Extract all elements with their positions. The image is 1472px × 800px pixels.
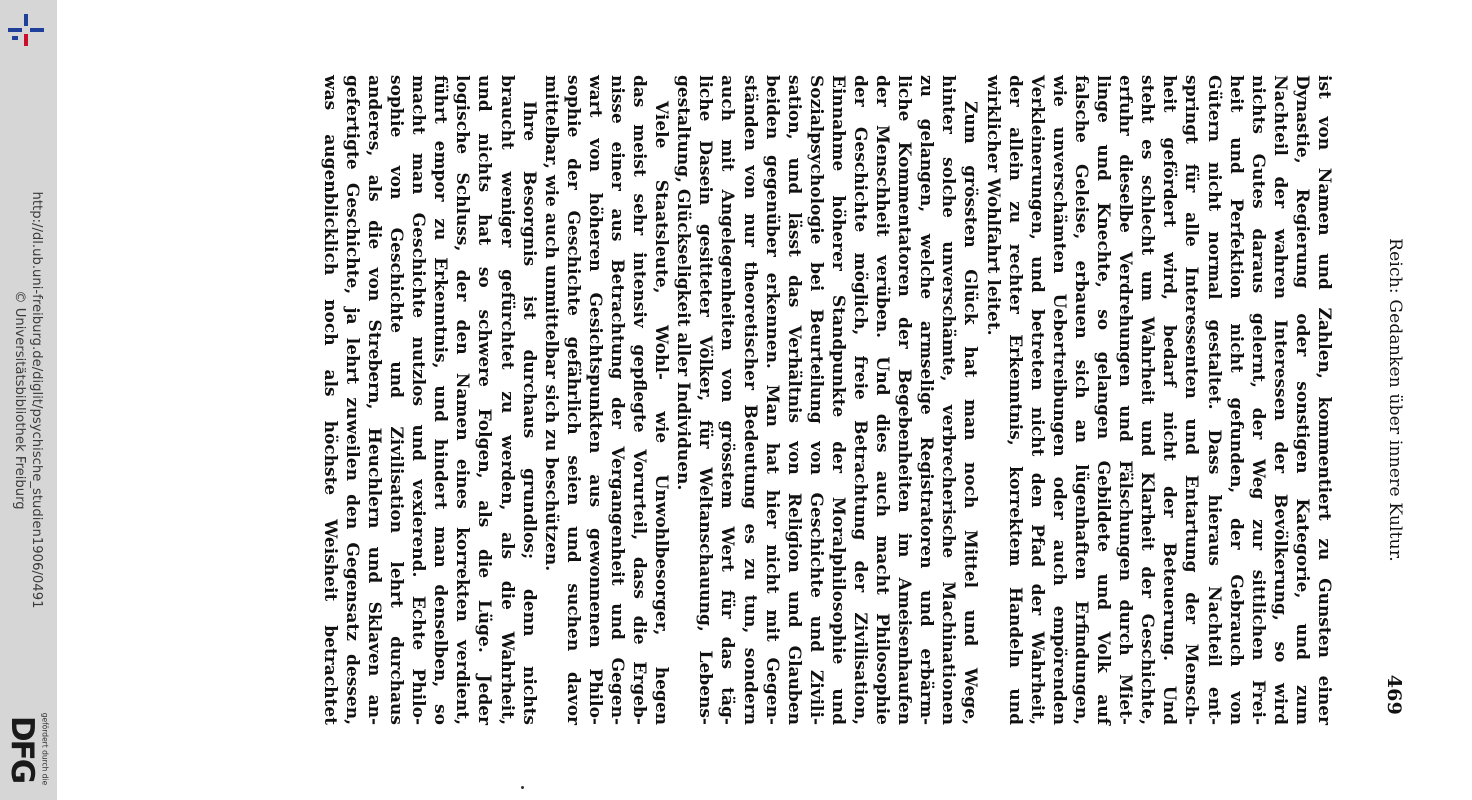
text-line: erfuhr dieselbe Verdrehungen und Fälschungen durch Miet- (1115, 75, 1136, 725)
text-line: heit gefördert wird, bedarf nicht der Beteuerung. Und (1159, 75, 1180, 725)
text-line: gefertigte Geschichte, ja lehrt zuweilen den Gegensatz dessen, (341, 75, 362, 725)
text-line: liche Kommentatoren der Begebenheiten im Ameisenhaufen (894, 75, 915, 725)
text-line: Ihre Besorgnis ist durchaus grundlos; denn nichts (518, 101, 539, 725)
text-line: Dynastie, Regierung oder sonstigen Kategorie, und zum (1291, 75, 1312, 725)
text-line: falsche Geleise, erbauen sich an lügenhaften Erfindungen, (1070, 75, 1091, 725)
text-line: Gütern nicht normal gestaltet. Dass hieraus Nachteil ent- (1203, 75, 1224, 725)
text-line: hinter solche unverschämte, verbrecherische Machinationen (938, 75, 959, 725)
text-line: der Menschheit verüben. Und dies auch macht Philosophie (872, 75, 893, 725)
text-line: nichts Gutes daraus gelernt, der Weg zur sittlichen Frei- (1247, 75, 1268, 725)
page-number: 469 (1383, 674, 1405, 715)
text-line: führt empor zu Erkenntnis, und hindert man denselben, so (430, 75, 451, 725)
text-line: nisse einer aus Betrachtung der Vergangenheit und Gegen- (607, 75, 627, 725)
text-line: sophie der Geschichte gefährlich seien und suchen davor (562, 75, 583, 725)
text-line: mittelbar, wie auch unmittelbar sich zu beschützen. (540, 75, 561, 572)
scanned-page (319, 75, 1407, 725)
text-line: liche Dasein gesitteter Völker, für Weltanschauung, Lebens- (695, 75, 716, 725)
text-line: Viele Staatsleute, Wohl- wie Unwohlbesorger, hegen (651, 101, 672, 725)
page-body (319, 75, 1335, 725)
text-line: der Geschichte möglich, freie Betrachtung der Zivilisation, (850, 75, 871, 725)
text-line: sophie von Geschichte und Zivilisation lehrt durchaus (386, 75, 407, 725)
running-title: Reich: Gedanken über innere Kultur. (1385, 238, 1405, 562)
running-head (1377, 75, 1407, 725)
text-line: gestaltung, Glückseligkeit aller Individuen. (673, 75, 694, 491)
text-line: wie unverschämten Uebertreibungen oder auch empörenden (1048, 75, 1069, 725)
text-line: das meist sehr intensiv gepflegte Vorurteil, dass die Ergeb- (629, 75, 650, 725)
text-line: Verkleinerungen, und betreten nicht den Pfad der Wahrheit, (1026, 75, 1047, 725)
text-line: und nichts hat so schwere Folgen, als die Lüge. Jeder (474, 75, 495, 725)
text-line: wirklicher Wohlfahrt leitet. (982, 75, 1003, 336)
source-url[interactable]: http://dl.ub.uni-freiburg.de/diglit/psychische_studien1906/0491 (29, 191, 44, 609)
funder-caption: gefördert durch die (40, 712, 50, 786)
text-line: steht es schlecht um Wahrheit und Klarheit der Geschichte, (1137, 75, 1158, 725)
text-line: was augenblicklich noch als höchste Weisheit betrachtet (319, 75, 340, 725)
text-line: Sozialpsychologie bei Beurteilung von Geschichte und Zivili- (805, 75, 826, 725)
text-line: macht man Geschichte nutzlos und vexierend. Echte Philo- (408, 75, 429, 725)
text-line: ständen von nur theoretischer Bedeutung es zu tun, sondern (739, 75, 760, 725)
text-line: Nachteil der wahren Interessen der Bevölkerung, so wird (1269, 75, 1290, 725)
text-line: Einnahme höherer Standpunkte der Moralphilosophie und (827, 75, 848, 725)
copyright-notice: © Universitätsbibliothek Freiburg (12, 290, 27, 510)
text-line: auch mit Angelegenheiten von grösstem Wert für das täg- (717, 75, 738, 725)
text-line: linge und Knechte, so gelangen Gebildete und Volk auf (1093, 75, 1114, 725)
text-line: braucht weniger gefürchtet zu werden, als die Wahrheit, (496, 75, 517, 725)
text-line: sation, und lässt das Verhältnis von Religion und Glauben (783, 75, 804, 725)
sidebar-strip (0, 0, 57, 800)
text-line: logische Schluss, der den Namen eines korrekten verdient, (452, 75, 473, 725)
text-line: beiden gegenüber erkennen. Man hat hier nicht mit Gegen- (761, 75, 782, 725)
text-line: anderes, als die von Strebern, Heuchlern und Sklaven an- (363, 75, 384, 725)
text-line: zu gelangen, welche armselige Registratoren und erbärm- (916, 75, 937, 725)
dfg-logo: DFG (4, 715, 40, 783)
text-line: Zum grössten Glück hat man noch Mittel und Wege, (960, 101, 981, 725)
sidebar-source-text (11, 20, 45, 780)
text-line: der allein zu rechter Erkenntnis, korrektem Handeln und (1004, 75, 1025, 725)
text-line: wart von höheren Gesichtspunkten aus gewonnenen Philo- (584, 75, 605, 725)
scan-speck (521, 786, 524, 789)
text-line: springt für alle Interessenten und Entartung der Mensch- (1181, 75, 1202, 725)
text-line: heit und Perfektion nicht gefunden, der Gebrauch von (1225, 75, 1246, 725)
text-line: ist von Namen und Zahlen, kommentiert zu Gunsten einer (1314, 75, 1334, 725)
